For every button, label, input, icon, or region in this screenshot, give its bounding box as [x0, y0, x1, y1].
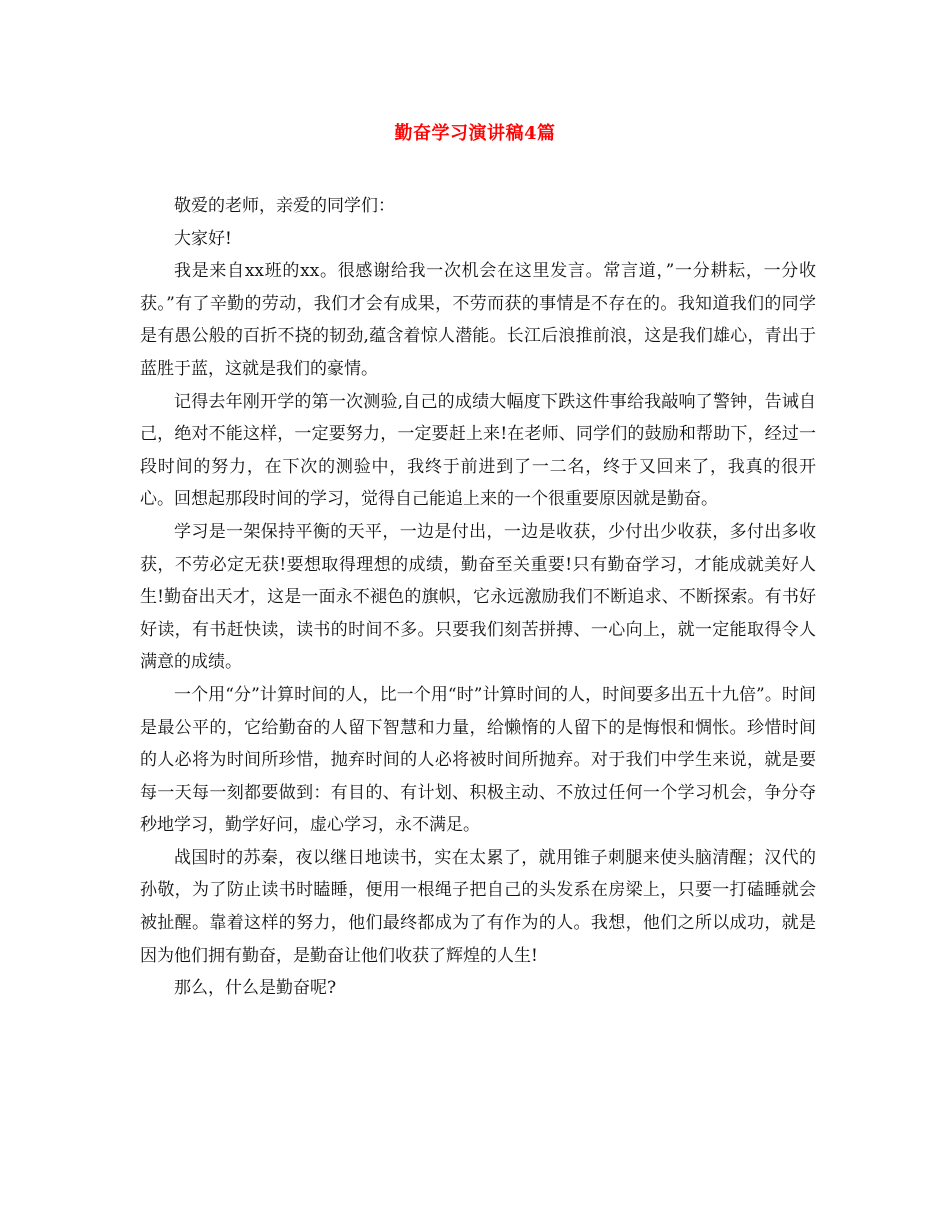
- document-body: [140, 190, 816, 1005]
- paragraph-question: 那么，什么是勤奋呢?: [174, 978, 337, 999]
- paragraph-salutation: 敬爱的老师，亲爱的同学们：: [174, 196, 395, 216]
- paragraph: 记得去年刚开学的第一次测验,自己的成绩大幅度下跌这件事给我敲响了警钟，告诫自己，绝对不能这样，一定要努力，一定要赶上来!在老师、同学们的鼓励和帮助下，经过一段时间的努力，在下次的测验中，我终于前进到了一二名，终于又回来了，我真的很开心。回想起那段时间的学习，觉得自己能追上来的一个很重要原因就是勤奋。: [140, 391, 816, 510]
- paragraph-greeting: 大家好!: [174, 228, 232, 249]
- document-title: 勤奋学习演讲稿4篇: [394, 123, 556, 144]
- paragraph: 战国时的苏秦，夜以继日地读书，实在太累了，就用锥子刺腿来使头脑清醒；汉代的孙敬，为了防止读书时瞌睡，便用一根绳子把自己的头发系在房梁上，只要一打磕睡就会被扯醒。靠着这样的努力，他们最终都成为了有作为的人。我想，他们之所以成功，就是因为他们拥有勤奋，是勤奋让他们收获了辉煌的人生!: [140, 847, 816, 966]
- paragraph: 我是来自xx班的xx。很感谢给我一次机会在这里发言。常言道，”一分耕耘，一分收获。”有了辛勤的劳动，我们才会有成果，不劳而获的事情是不存在的。我知道我们的同学是有愚公般的百折不挠的韧劲,蕴含着惊人潜能。长江后浪推前浪，这是我们雄心，青出于蓝胜于蓝，这就是我们的豪情。: [140, 261, 816, 379]
- paragraph: 一个用“分”计算时间的人，比一个用“时”计算时间的人，时间要多出五十九倍”。时间是最公平的，它给勤奋的人留下智慧和力量，给懒惰的人留下的是悔恨和惆怅。珍惜时间的人必将为时间所珍惜，抛弃时间的人必将被时间所抛弃。对于我们中学生来说，就是要每一天每一刻都要做到：有目的、有计划、积极主动、不放过任何一个学习机会，争分夺秒地学习，勤学好问，虚心学习，永不满足。: [140, 684, 816, 836]
- paragraph: 学习是一架保持平衡的天平，一边是付出，一边是收获，少付出少收获，多付出多收获，不劳必定无获!要想取得理想的成绩，勤奋至关重要!只有勤奋学习，才能成就美好人生!勤奋出天才，这是一面永不褪色的旗帜，它永远激励我们不断追求、不断探索。有书好好读，有书赶快读，读书的时间不多。只要我们刻苦拼搏、一心向上，就一定能取得令人满意的成绩。: [140, 521, 816, 673]
